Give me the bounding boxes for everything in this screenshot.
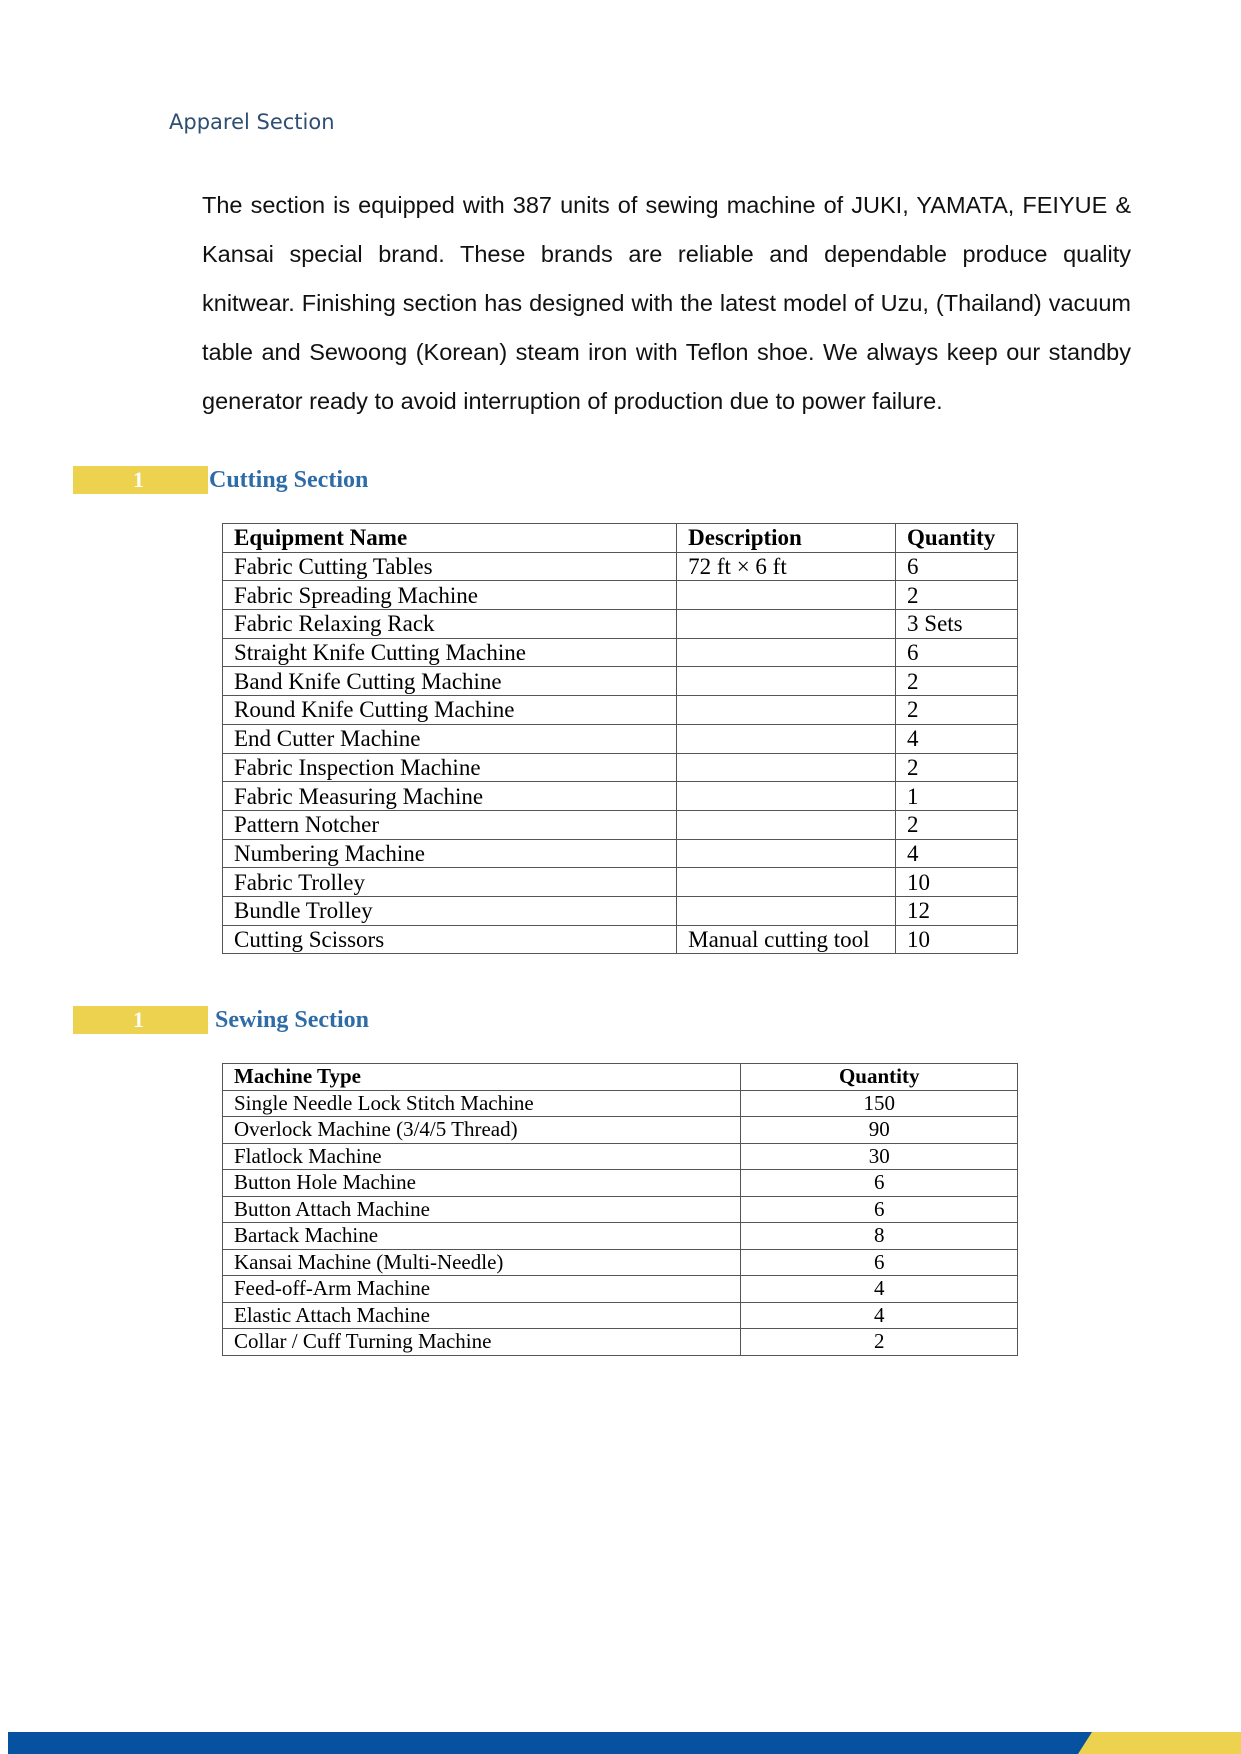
page-heading: Apparel Section: [169, 110, 335, 134]
table-cell: [677, 581, 896, 610]
table-cell: Fabric Inspection Machine: [223, 753, 677, 782]
table-row: [223, 552, 1018, 581]
column-header: Description: [677, 524, 896, 553]
sewing-machines-table: [222, 1063, 1018, 1356]
table-cell: Round Knife Cutting Machine: [223, 696, 677, 725]
table-cell: 6: [741, 1170, 1018, 1197]
sewing-section-heading: [73, 1006, 369, 1034]
table-cell: 2: [741, 1329, 1018, 1356]
table-row: [223, 1117, 1018, 1144]
table-cell: Numbering Machine: [223, 839, 677, 868]
table-row: [223, 782, 1018, 811]
table-cell: 4: [741, 1276, 1018, 1303]
table-row: [223, 1196, 1018, 1223]
table-cell: 1: [896, 782, 1018, 811]
section-title: Cutting Section: [209, 466, 369, 493]
table-cell: Fabric Measuring Machine: [223, 782, 677, 811]
section-number-badge: 1: [73, 466, 208, 494]
table-cell: Feed-off-Arm Machine: [223, 1276, 741, 1303]
table-row: [223, 1249, 1018, 1276]
column-header: Machine Type: [223, 1064, 741, 1091]
table-row: [223, 724, 1018, 753]
table-cell: [677, 810, 896, 839]
column-header: Quantity: [896, 524, 1018, 553]
table-cell: Manual cutting tool: [677, 925, 896, 954]
cutting-section-heading: [73, 466, 368, 494]
table-row: [223, 638, 1018, 667]
table-header-row: [223, 1064, 1018, 1091]
table-cell: 12: [896, 896, 1018, 925]
table-cell: Fabric Relaxing Rack: [223, 610, 677, 639]
table-row: [223, 839, 1018, 868]
table-cell: 2: [896, 581, 1018, 610]
table-cell: 2: [896, 667, 1018, 696]
table-cell: 4: [896, 839, 1018, 868]
table-cell: [677, 782, 896, 811]
table-row: [223, 1090, 1018, 1117]
table-row: [223, 696, 1018, 725]
column-header: Equipment Name: [223, 524, 677, 553]
table-cell: Bartack Machine: [223, 1223, 741, 1250]
table-cell: Bundle Trolley: [223, 896, 677, 925]
table-row: [223, 1143, 1018, 1170]
table-row: [223, 1223, 1018, 1250]
table-row: [223, 868, 1018, 897]
table-row: [223, 610, 1018, 639]
table-cell: 4: [741, 1302, 1018, 1329]
table-cell: 6: [741, 1196, 1018, 1223]
table-cell: Band Knife Cutting Machine: [223, 667, 677, 696]
table-cell: Overlock Machine (3/4/5 Thread): [223, 1117, 741, 1144]
footer-blue-stripe: [8, 1732, 1093, 1754]
table-cell: 3 Sets: [896, 610, 1018, 639]
table-header-row: [223, 524, 1018, 553]
table-cell: [677, 638, 896, 667]
table-cell: [677, 610, 896, 639]
table-cell: 30: [741, 1143, 1018, 1170]
table-cell: Button Hole Machine: [223, 1170, 741, 1197]
table-row: [223, 581, 1018, 610]
table-cell: Fabric Trolley: [223, 868, 677, 897]
table-cell: Elastic Attach Machine: [223, 1302, 741, 1329]
table-cell: [677, 868, 896, 897]
table-cell: [677, 724, 896, 753]
footer-band: [8, 1732, 1241, 1754]
table-cell: Fabric Cutting Tables: [223, 552, 677, 581]
table-cell: [677, 896, 896, 925]
table-cell: 72 ft × 6 ft: [677, 552, 896, 581]
table-cell: Single Needle Lock Stitch Machine: [223, 1090, 741, 1117]
table-cell: Cutting Scissors: [223, 925, 677, 954]
table-cell: 2: [896, 753, 1018, 782]
table-cell: 150: [741, 1090, 1018, 1117]
table-cell: [677, 753, 896, 782]
cutting-table-body: [223, 552, 1018, 954]
table-cell: 10: [896, 925, 1018, 954]
table-cell: Fabric Spreading Machine: [223, 581, 677, 610]
table-row: [223, 810, 1018, 839]
table-cell: 90: [741, 1117, 1018, 1144]
table-cell: [677, 696, 896, 725]
footer-yellow-stripe: [1078, 1732, 1241, 1754]
table-cell: Collar / Cuff Turning Machine: [223, 1329, 741, 1356]
table-cell: 2: [896, 696, 1018, 725]
table-row: [223, 925, 1018, 954]
table-row: [223, 667, 1018, 696]
table-cell: 6: [741, 1249, 1018, 1276]
table-cell: 2: [896, 810, 1018, 839]
table-cell: Kansai Machine (Multi-Needle): [223, 1249, 741, 1276]
table-cell: Straight Knife Cutting Machine: [223, 638, 677, 667]
table-cell: [677, 839, 896, 868]
table-row: [223, 1302, 1018, 1329]
table-cell: Pattern Notcher: [223, 810, 677, 839]
table-row: [223, 1170, 1018, 1197]
table-cell: 4: [896, 724, 1018, 753]
table-cell: End Cutter Machine: [223, 724, 677, 753]
table-row: [223, 896, 1018, 925]
cutting-equipment-table: [222, 523, 1018, 954]
section-title: Sewing Section: [215, 1006, 370, 1033]
section-number-badge: 1: [73, 1006, 208, 1034]
sewing-table-body: [223, 1090, 1018, 1355]
column-header: Quantity: [741, 1064, 1018, 1091]
intro-paragraph: The section is equipped with 387 units of sewing machine of JUKI, YAMATA, FEIYUE & Kansai special brand. These brands are reliable and dependable produce quality knitwear. Finishing section has designed with the latest model of Uzu, (Thailand) vacuum table and Sewoong (Korean) steam iron with Teflon shoe. We always keep our standby generator ready to avoid interruption of production due to power failure.: [202, 192, 1131, 414]
table-cell: 6: [896, 638, 1018, 667]
table-cell: Button Attach Machine: [223, 1196, 741, 1223]
table-row: [223, 753, 1018, 782]
table-cell: [677, 667, 896, 696]
table-row: [223, 1276, 1018, 1303]
table-cell: 8: [741, 1223, 1018, 1250]
table-cell: 10: [896, 868, 1018, 897]
table-row: [223, 1329, 1018, 1356]
table-cell: 6: [896, 552, 1018, 581]
table-cell: Flatlock Machine: [223, 1143, 741, 1170]
